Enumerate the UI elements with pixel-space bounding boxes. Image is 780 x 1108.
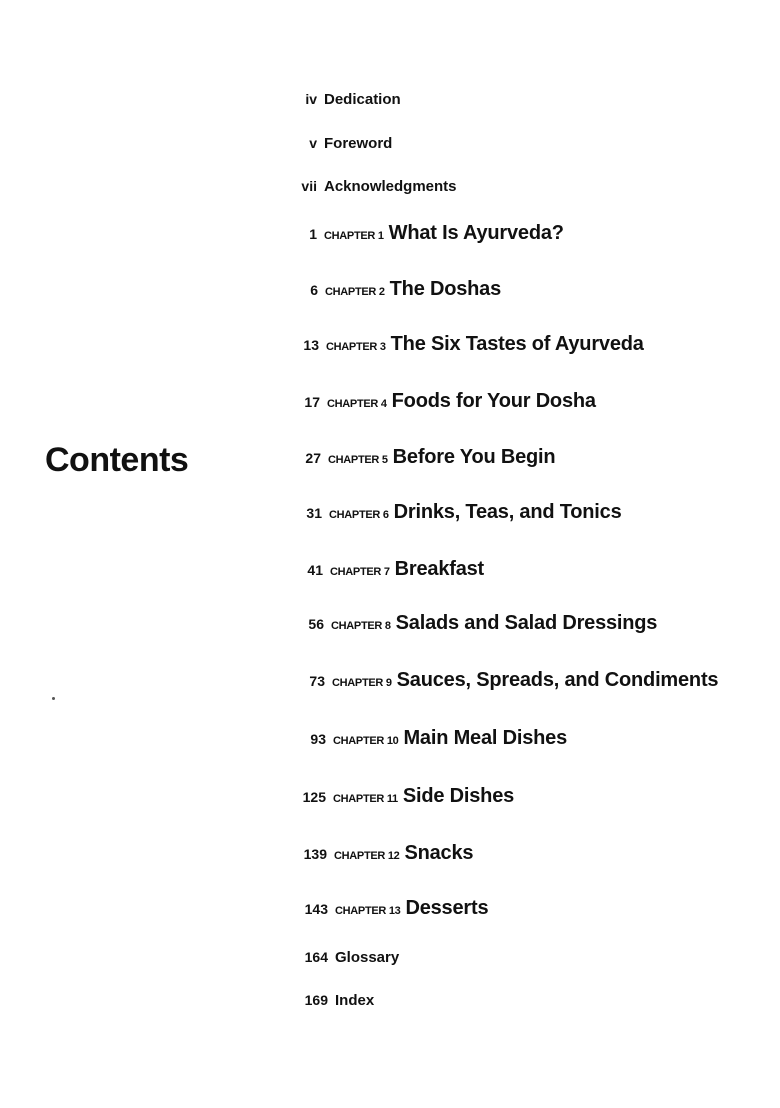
toc-page-number: 139 bbox=[303, 846, 327, 862]
toc-page-number: 31 bbox=[306, 505, 322, 521]
toc-page-number: 6 bbox=[310, 282, 318, 298]
toc-page-number: 169 bbox=[304, 992, 328, 1008]
toc-entry-glossary[interactable] bbox=[294, 949, 399, 966]
toc-title: Drinks, Teas, and Tonics bbox=[393, 501, 622, 523]
toc-entry-chapter-2[interactable] bbox=[284, 278, 501, 301]
toc-page-number: v bbox=[309, 135, 317, 151]
toc-chapter-label: CHAPTER 11 bbox=[333, 793, 398, 805]
toc-title: Desserts bbox=[405, 897, 489, 919]
toc-page-number: 125 bbox=[302, 789, 326, 805]
toc-title: Foreword bbox=[324, 135, 393, 152]
toc-entry-acknowledgments[interactable] bbox=[283, 178, 457, 195]
toc-chapter-label: CHAPTER 10 bbox=[333, 735, 399, 747]
toc-chapter-label: CHAPTER 8 bbox=[331, 620, 391, 632]
toc-title: Dedication bbox=[324, 91, 401, 108]
toc-chapter-label: CHAPTER 12 bbox=[334, 850, 400, 862]
toc-entry-chapter-8[interactable] bbox=[290, 612, 657, 635]
toc-title: The Doshas bbox=[389, 278, 502, 300]
toc-title: Sauces, Spreads, and Condiments bbox=[396, 669, 719, 691]
toc-entry-chapter-1[interactable] bbox=[283, 222, 564, 245]
toc-chapter-label: CHAPTER 9 bbox=[332, 677, 392, 689]
toc-title: Breakfast bbox=[394, 558, 485, 580]
toc-title: Glossary bbox=[335, 949, 400, 966]
toc-entry-chapter-13[interactable] bbox=[294, 897, 488, 920]
page-title: Contents bbox=[45, 441, 189, 479]
toc-entry-chapter-12[interactable] bbox=[293, 842, 473, 865]
toc-title: Before You Begin bbox=[392, 446, 556, 468]
toc-title: Acknowledgments bbox=[324, 178, 457, 195]
toc-entry-dedication[interactable] bbox=[283, 91, 401, 108]
toc-title: Side Dishes bbox=[402, 785, 515, 807]
toc-page-number: 27 bbox=[305, 450, 321, 466]
toc-page-number: 93 bbox=[310, 731, 326, 747]
toc-title: Snacks bbox=[404, 842, 474, 864]
toc-entry-chapter-5[interactable] bbox=[287, 446, 555, 469]
toc-chapter-label: CHAPTER 7 bbox=[330, 566, 390, 578]
toc-entry-foreword[interactable] bbox=[283, 135, 392, 152]
toc-chapter-label: CHAPTER 5 bbox=[328, 454, 388, 466]
toc-chapter-label: CHAPTER 13 bbox=[335, 905, 401, 917]
toc-page-number: 17 bbox=[304, 394, 320, 410]
toc-page-number: 56 bbox=[308, 616, 324, 632]
toc-page-number: iv bbox=[305, 91, 317, 107]
toc-page-number: 164 bbox=[304, 949, 328, 965]
toc-entry-index[interactable] bbox=[294, 992, 374, 1009]
toc-page-number: 143 bbox=[304, 901, 328, 917]
toc-title: What Is Ayurveda? bbox=[388, 222, 564, 244]
toc-page-number: 13 bbox=[303, 337, 319, 353]
toc-title: Foods for Your Dosha bbox=[391, 390, 596, 412]
toc-page-number: 41 bbox=[307, 562, 323, 578]
toc-chapter-label: CHAPTER 4 bbox=[327, 398, 387, 410]
toc-chapter-label: CHAPTER 1 bbox=[324, 230, 384, 242]
toc-page-number: 73 bbox=[309, 673, 325, 689]
toc-chapter-label: CHAPTER 3 bbox=[326, 341, 386, 353]
toc-entry-chapter-6[interactable] bbox=[288, 501, 622, 524]
toc-entry-chapter-9[interactable] bbox=[291, 669, 718, 692]
toc-entry-chapter-11[interactable] bbox=[292, 785, 514, 808]
toc-entry-chapter-7[interactable] bbox=[289, 558, 484, 581]
toc-page-number: vii bbox=[301, 178, 317, 194]
toc-chapter-label: CHAPTER 2 bbox=[325, 286, 385, 298]
toc-entry-chapter-3[interactable] bbox=[285, 333, 644, 356]
toc-title: Main Meal Dishes bbox=[403, 727, 567, 749]
toc-page-number: 1 bbox=[309, 226, 317, 242]
toc-title: Index bbox=[335, 992, 375, 1009]
toc-entry-chapter-10[interactable] bbox=[292, 727, 567, 750]
toc-chapter-label: CHAPTER 6 bbox=[329, 509, 389, 521]
toc-title: The Six Tastes of Ayurveda bbox=[390, 333, 644, 355]
toc-entry-chapter-4[interactable] bbox=[286, 390, 596, 413]
toc-title: Salads and Salad Dressings bbox=[395, 612, 658, 634]
